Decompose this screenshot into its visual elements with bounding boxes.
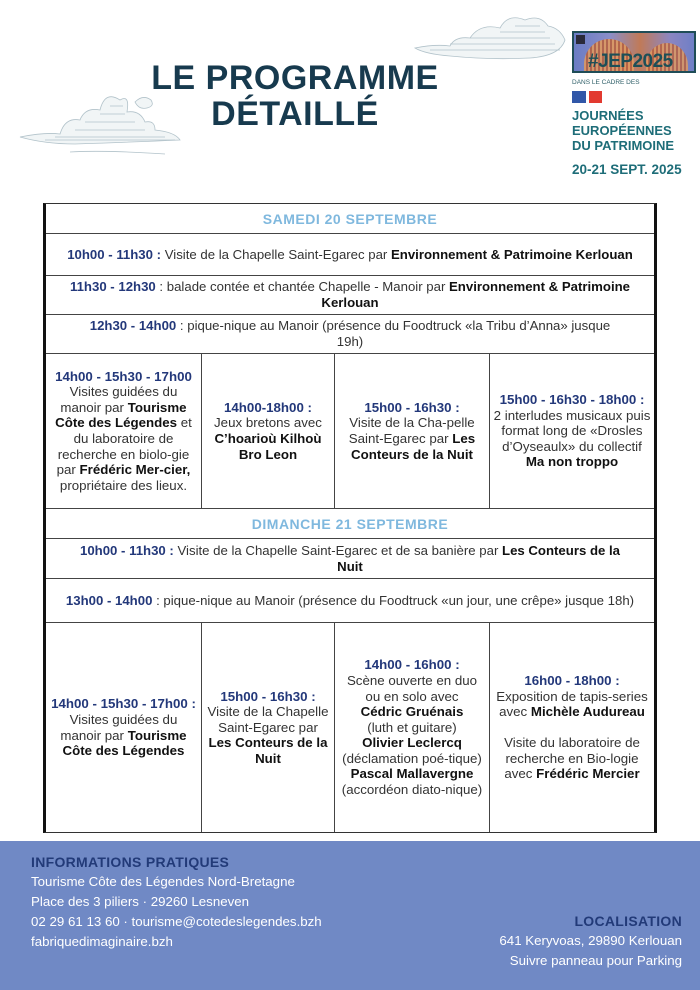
page-title [120,60,470,132]
organizer: Tourisme Côte des Légendes [62,727,187,759]
time-label: 15h00 - 16h30 - 18h00 : [499,392,645,408]
program-cell [335,354,490,508]
program-cell [490,354,654,508]
time-label: 10h00 - 11h30 : [79,542,174,558]
event-text: Scène ouverte en duo ou en solo avec [346,672,478,704]
time-label: 14h00 - 15h30 - 17h00 [55,368,192,384]
time-label: 14h00 - 15h30 - 17h00 : [51,696,196,712]
time-label: 12h30 - 14h00 [89,318,177,333]
program-cell [46,354,202,508]
organizer: C’hoarioù Kilhoù Bro Leon [214,431,322,462]
location-title: LOCALISATION [574,913,682,929]
time-label: 14h00-18h00 : [224,399,312,415]
location-address: 641 Keryvoas, 29890 Kerlouan [499,933,682,948]
time-label: 11h30 - 12h30 [69,279,156,294]
day-header-sunday [46,509,654,539]
event-text: 2 interludes musicaux puis format long de «Drosles d’Oyseaulx» du collectif [493,407,651,454]
jep-logo [572,31,698,177]
jep-hashtag: #JEP2025 [588,51,673,72]
day-label: DIMANCHE 21 SEPTEMBRE [251,515,449,532]
organizer: Environnement & Patrimoine Kerlouan [390,246,633,262]
organizer: Tourisme Côte des Légendes [55,399,187,431]
program-row-columns [46,354,654,509]
program-row [46,315,654,354]
event-text: Visites guidées du manoir par [60,384,178,415]
organizer: Les Conteurs de la Nuit [208,735,328,766]
day-header-saturday [46,204,654,234]
program-cell [46,623,202,832]
program-row [46,276,654,315]
time-label: 16h00 - 18h00 : [524,673,620,689]
organizer: Environnement & Patrimoine Kerlouan [321,279,631,310]
title-line-1: LE PROGRAMME [151,59,439,97]
jep-name-line: JOURNÉES [572,108,644,123]
event-text: Visite de la Chapelle Saint-Egarec par [161,246,391,262]
jep-banner [572,31,696,73]
event-text: Jeux bretons avec [214,415,322,431]
event-text: Visite du laboratoire de recherche en Bio-logie avec [504,735,640,782]
location-note: Suivre panneau pour Parking [509,953,682,968]
title-line-2: DÉTAILLÉ [211,95,379,133]
info-contact[interactable]: 02 29 61 13 60 · tourisme@cotedeslegendes.bzh [31,914,322,929]
time-label: 13h00 - 14h00 [65,592,153,608]
jep-name-line: EUROPÉENNES [572,123,672,138]
organizer: Les Conteurs de la Nuit [337,542,621,574]
ministry-icon [576,35,585,44]
info-website[interactable]: fabriquedimaginaire.bzh [31,934,173,949]
cloud-illustration-right [410,8,570,66]
performer: Cédric Gruénais [360,704,464,720]
footer [0,841,700,990]
event-text: (accordéon diato-nique) [341,782,483,798]
event-text: Exposition de tapis-series avec [496,688,648,720]
program-row [46,579,654,623]
day-label: SAMEDI 20 SEPTEMBRE [262,210,438,227]
program-row [46,539,654,579]
program-cell [335,623,490,832]
time-label: 15h00 - 16h30 : [364,399,460,415]
event-text: : balade contée et chantée Chapelle - Manoir par [155,279,450,294]
jep-dates: 20-21 SEPT. 2025 [572,162,682,177]
organizer: Les Conteurs de la Nuit [351,431,476,462]
program-row [46,234,654,276]
event-text: propriétaire des lieux. [59,477,188,493]
jep-name-line: DU PATRIMOINE [572,138,675,153]
organizer: Frédéric Mercier [536,766,640,782]
program-table [43,203,657,833]
french-flag-icon [572,91,698,103]
location-info [499,911,682,971]
event-text: : pique-nique au Manoir (présence du Foodtruck «la Tribu d’Anna» jusque 19h) [176,318,611,349]
jep-context: DANS LE CADRE DES [572,79,640,86]
event-text: (déclamation poé-tique) [342,750,482,766]
program-cell [202,623,335,832]
performer: Olivier Leclercq [362,735,462,751]
program-cell [202,354,335,508]
time-label: 14h00 - 16h00 : [364,657,460,673]
performer: Pascal Mallavergne [350,766,474,782]
program-cell [490,623,654,832]
info-line: Tourisme Côte des Légendes Nord-Bretagne [31,874,295,889]
practical-info [31,852,322,952]
organizer: Frédéric Mer-cier, [79,462,191,478]
info-title: INFORMATIONS PRATIQUES [31,854,230,870]
program-row-columns [46,623,654,832]
time-label: 10h00 - 11h30 : [67,246,162,262]
event-text: Visite de la Chapelle Saint-Egarec et de sa banière par [173,542,503,558]
event-text: Visites guidées du manoir par [60,711,178,743]
event-text: Visite de la Cha-pelle Saint-Egarec par [348,415,475,446]
info-address: Place des 3 piliers · 29260 Lesneven [31,894,250,909]
event-text: Visite de la Chapelle Saint-Egarec par [207,704,329,735]
organizer: Ma non troppo [525,454,619,470]
organizer: Michèle Audureau [530,704,645,720]
time-label: 15h00 - 16h30 : [220,688,316,704]
jep-name [572,108,698,153]
event-text: : pique-nique au Manoir (présence du Foodtruck «un jour, une crêpe» jusque 18h) [152,592,635,608]
event-text: et du laboratoire de recherche en biolo-gie par [56,415,192,478]
event-text: (luth et guitare) [367,719,457,735]
